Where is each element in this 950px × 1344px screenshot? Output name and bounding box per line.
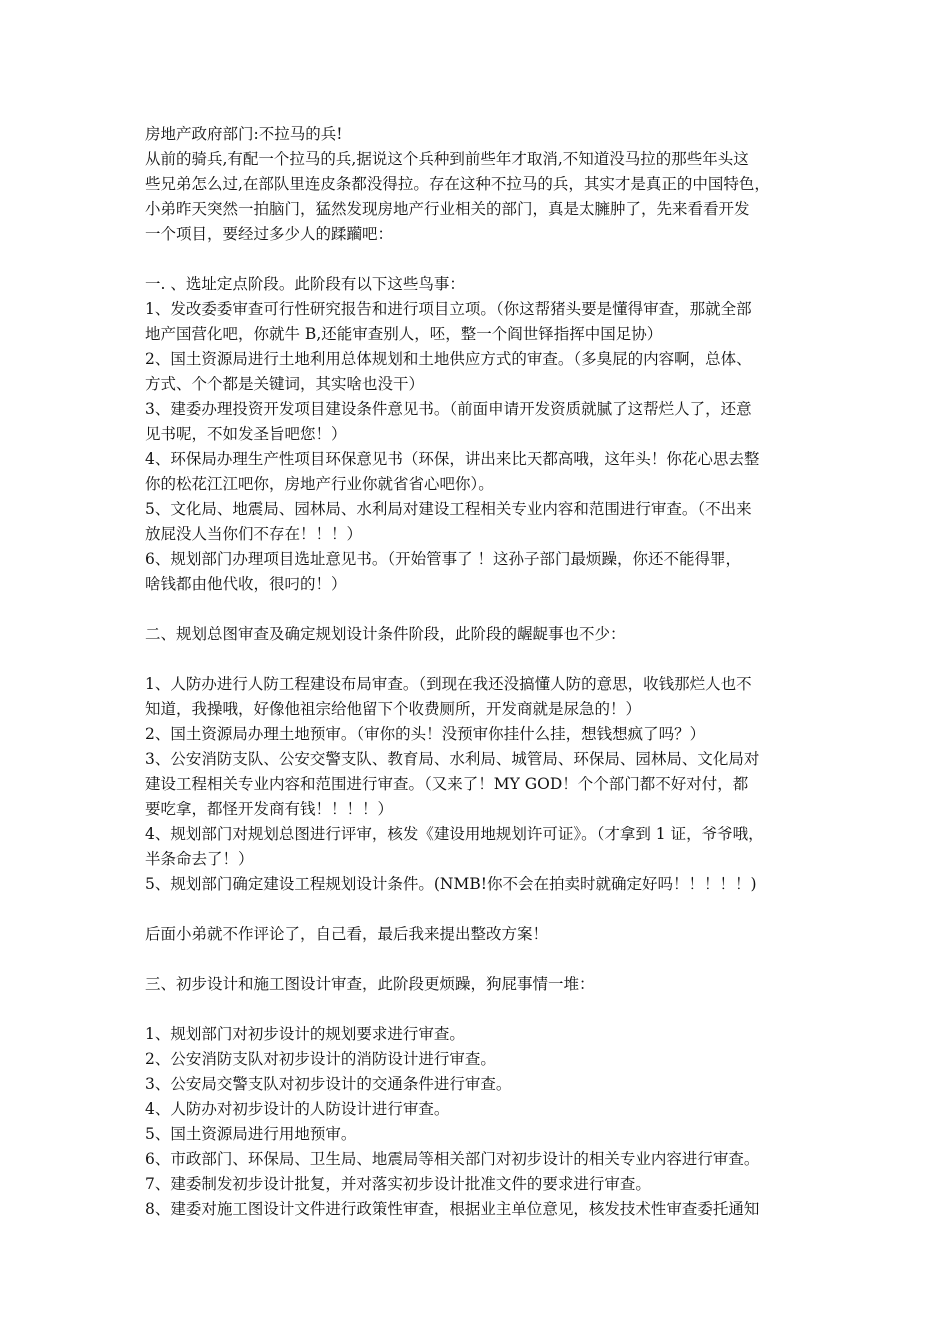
section-1-line: 啥钱都由他代收，很叼的！）: [145, 575, 347, 593]
section-1-heading: 一. 、选址定点阶段。此阶段有以下这些鸟事：: [145, 275, 465, 293]
section-1-line: 你的松花江江吧你，房地产行业你就省省心吧你）。: [145, 475, 494, 493]
section-1-line: 方式、个个都是关键词，其实啥也没干）: [145, 375, 425, 393]
section-2-line: 知道，我操哦，好像他祖宗给他留下个收费厕所，开发商就是尿急的！）: [145, 700, 642, 718]
section-2-line: 5、规划部门确定建设工程规划设计条件。(NMB!你不会在拍卖时就确定好吗！！！！！): [145, 875, 757, 893]
section-2-line: 3、公安消防支队、公安交警支队、教育局、水利局、城管局、环保局、园林局、文化局对: [145, 750, 760, 768]
section-2-line: 半条命去了！）: [145, 850, 254, 868]
section-3-line: 7、建委制发初步设计批复，并对落实初步设计批准文件的要求进行审查。: [145, 1175, 651, 1193]
section-3-line: 2、公安消防支队对初步设计的消防设计进行审查。: [145, 1050, 496, 1068]
section-1-line: 4、环保局办理生产性项目环保意见书（环保，讲出来比天都高哦，这年头！你花心思去整: [145, 450, 760, 468]
section-3-line: 3、公安局交警支队对初步设计的交通条件进行审查。: [145, 1075, 512, 1093]
document-title: 房地产政府部门:不拉马的兵!: [145, 125, 343, 143]
section-3-line: 5、国土资源局进行用地预审。: [145, 1125, 357, 1143]
section-1-line: 放屁没人当你们不存在！！！）: [145, 525, 363, 543]
intro-line: 些兄弟怎么过,在部队里连皮条都没得拉。存在这种不拉马的兵，其实才是真正的中国特色，: [145, 175, 770, 193]
section-3-line: 8、建委对施工图设计文件进行政策性审查，根据业主单位意见，核发技术性审查委托通知: [145, 1200, 760, 1218]
section-1-line: 地产国营化吧，你就牛 B,还能审查别人，呸，整一个阎世铎指挥中国足协）: [145, 325, 663, 343]
intro-line: 小弟昨天突然一拍脑门，猛然发现房地产行业相关的部门，真是太臃肿了，先来看看开发: [145, 200, 750, 218]
intro-line: 一个项目，要经过多少人的蹂躏吧：: [145, 225, 394, 243]
paragraph-gap: [145, 947, 825, 972]
paragraph-gap: [145, 597, 825, 622]
section-2-line: 要吃拿，都怪开发商有钱！！！！）: [145, 800, 394, 818]
section-3-heading: 三、初步设计和施工图设计审查，此阶段更烦躁，狗屁事情一堆：: [145, 975, 595, 993]
paragraph-gap: [145, 897, 825, 922]
section-1-line: 5、文化局、地震局、园林局、水利局对建设工程相关专业内容和范围进行审查。（不出来: [145, 500, 752, 518]
section-1-line: 3、建委办理投资开发项目建设条件意见书。（前面申请开发资质就腻了这帮烂人了，还意: [145, 400, 752, 418]
section-1-line: 1、发改委委审查可行性研究报告和进行项目立项。（你这帮猪头要是懂得审查，那就全部: [145, 300, 752, 318]
section-2-line: 1、人防办进行人防工程建设布局审查。（到现在我还没搞懂人防的意思，收钱那烂人也不: [145, 675, 752, 693]
comment-line: 后面小弟就不作评论了，自己看，最后我来提出整改方案！: [145, 925, 549, 943]
section-3-line: 6、市政部门、环保局、卫生局、地震局等相关部门对初步设计的相关专业内容进行审查。: [145, 1150, 760, 1168]
intro-line: 从前的骑兵,有配一个拉马的兵,据说这个兵种到前些年才取消,不知道没马拉的那些年头这: [145, 150, 749, 168]
document-body: [145, 122, 825, 1222]
section-2-line: 建设工程相关专业内容和范围进行审查。（又来了！MY GOD！个个部门都不好对付，都: [145, 775, 749, 793]
section-1-line: 6、规划部门办理项目选址意见书。（开始管事了 ！这孙子部门最烦躁，你还不能得罪，: [145, 550, 742, 568]
paragraph-gap: [145, 647, 825, 672]
section-1-line: 见书呢，不如发圣旨吧您！）: [145, 425, 347, 443]
section-3-line: 1、规划部门对初步设计的规划要求进行审查。: [145, 1025, 465, 1043]
section-1-line: 2、国土资源局进行土地利用总体规划和土地供应方式的审查。（多臭屁的内容啊，总体、: [145, 350, 752, 368]
paragraph-gap: [145, 247, 825, 272]
paragraph-gap: [145, 997, 825, 1022]
section-2-line: 4、规划部门对规划总图进行评审，核发《建设用地规划许可证》。（才拿到 1 证，爷爷哦，: [145, 825, 764, 843]
section-2-heading: 二、规划总图审查及确定规划设计条件阶段，此阶段的龌龊事也不少：: [145, 625, 626, 643]
section-2-line: 2、国土资源局办理土地预审。（审你的头！没预审你挂什么挂，想钱想疯了吗？）: [145, 725, 706, 743]
section-3-line: 4、人防办对初步设计的人防设计进行审查。: [145, 1100, 450, 1118]
